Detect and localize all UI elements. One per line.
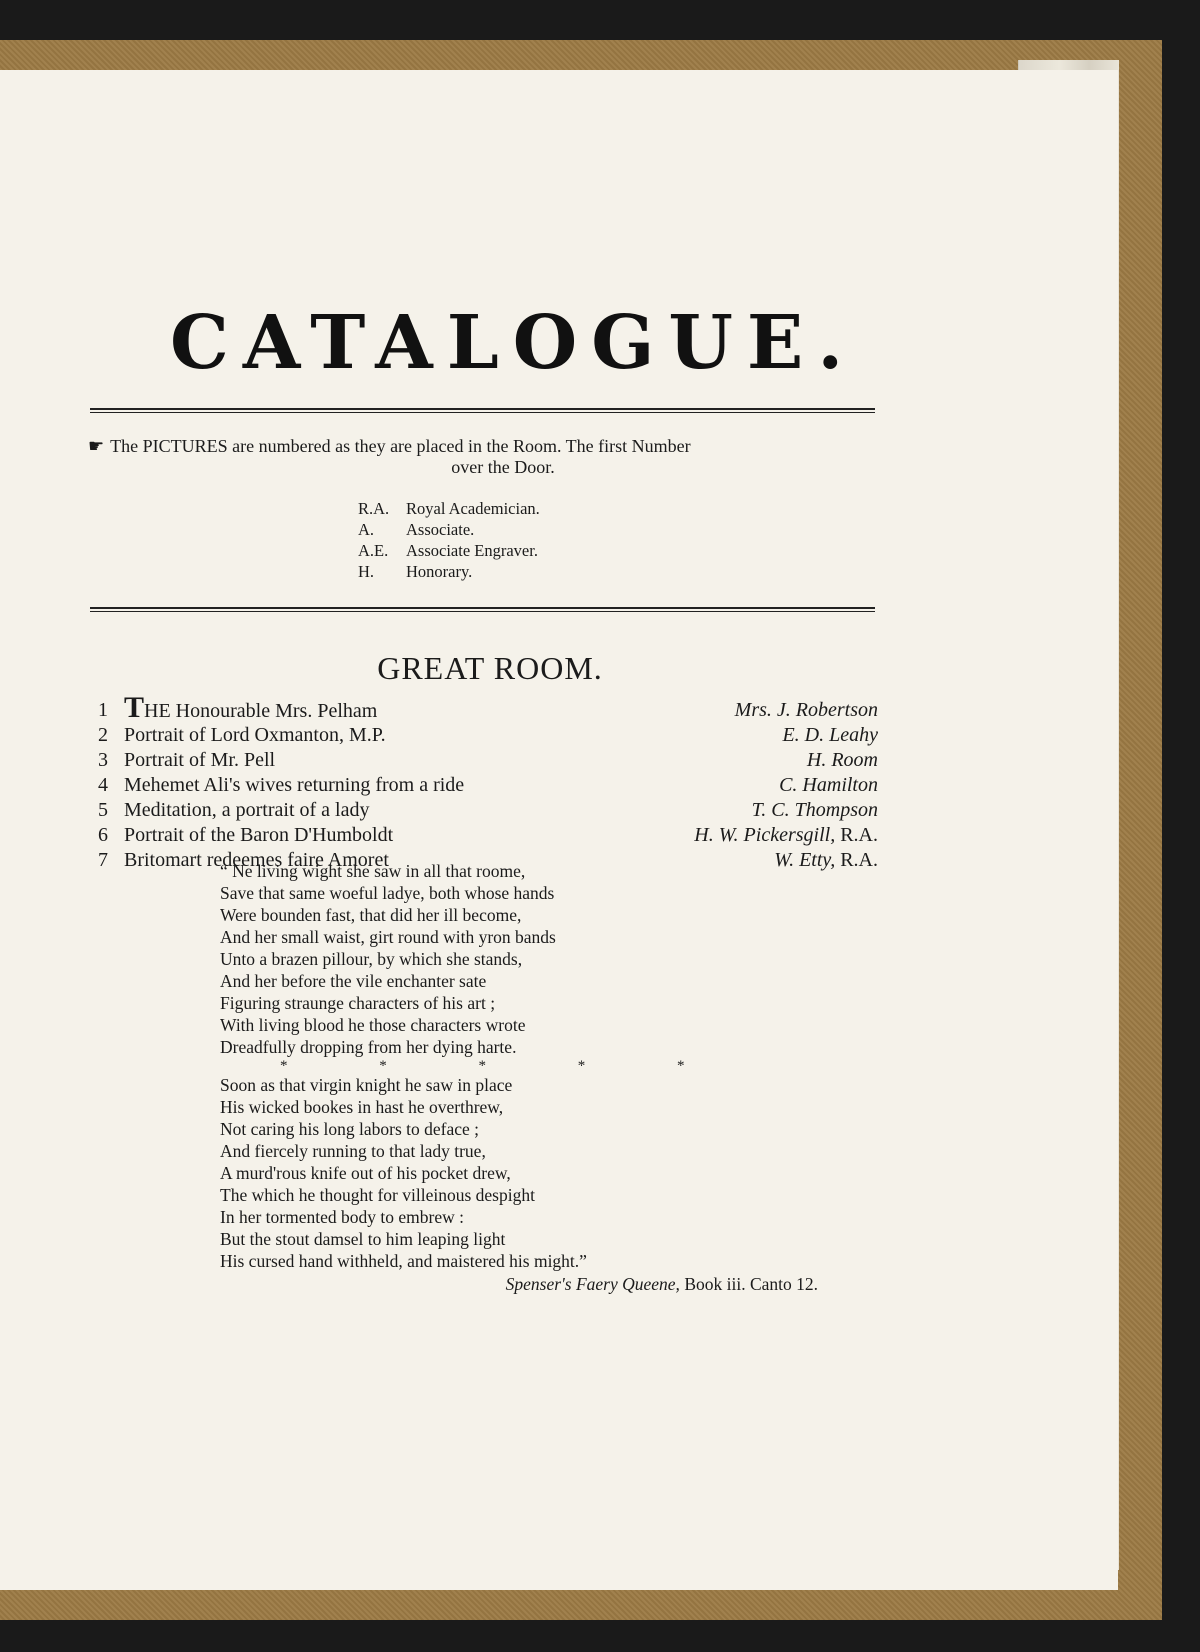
entry-number: 1 [98,699,108,721]
poem-line: His wicked bookes in hast he overthrew, [220,1097,504,1117]
entry-title [124,691,378,724]
abbreviation-row [358,561,678,582]
catalogue-entry [98,798,878,823]
abbreviation-meaning: Associate Engraver. [406,541,538,560]
drop-capital: T [124,691,145,724]
entry-title: Portrait of Lord Oxmanton, M.P. [124,724,386,746]
poem-citation [220,1274,818,1295]
entry-artist [779,773,878,798]
entry-title: Portrait of Mr. Pell [124,749,276,771]
poem-line: Figuring straunge characters of his art ; [220,993,496,1013]
abbreviation-code: A. [358,520,375,539]
abbreviation-meaning: Royal Academician. [406,499,540,518]
poem-quotation [220,860,820,1272]
abbreviation-row [358,540,678,561]
poem-line: Save that same woeful ladye, both whose hands [220,883,555,903]
poem-line: The which he thought for villeinous despight [220,1185,535,1205]
catalogue-entry [98,723,878,748]
abbreviation-meaning: Honorary. [406,562,473,581]
artist-name: W. Etty, [774,849,836,871]
citation-reference: Book iii. Canto 12. [679,1274,818,1294]
entry-title: Meditation, a portrait of a lady [124,799,370,821]
poem-line: A murd'rous knife out of his pocket drew, [220,1163,511,1183]
poem-line: And fiercely running to that lady true, [220,1141,486,1161]
artist-suffix: R.A. [835,824,878,846]
page-content [0,70,1020,1590]
abbreviation-code: H. [358,562,375,581]
catalogue-entry [98,773,878,798]
pointing-hand-icon: ☛ [88,436,105,456]
artist-name: H. W. Pickersgill, [694,824,836,846]
catalogue-entry [98,691,878,724]
entry-title: Portrait of the Baron D'Humboldt [124,824,394,846]
poem-line: In her tormented body to embrew : [220,1207,464,1227]
poem-line: Unto a brazen pillour, by which she stands, [220,949,523,969]
poem-line: Not caring his long labors to deface ; [220,1119,480,1139]
poem-line: But the stout damsel to him leaping light [220,1229,506,1249]
entry-number: 3 [98,749,108,771]
catalogue-entry [98,748,878,773]
artist-name: Mrs. J. Robertson [734,699,878,721]
poem-line: “ Ne living wight she saw in all that roome, [220,861,526,881]
entry-number: 5 [98,799,108,821]
page-title: CATALOGUE. [170,300,858,386]
entry-artist [807,748,878,773]
entry-title: Britomart redeemes faire Amoret [124,849,389,871]
catalogue-entries [98,691,878,873]
divider-rule [90,408,875,410]
artist-name: T. C. Thompson [751,799,878,821]
entry-number: 6 [98,824,108,846]
divider-rule [90,611,875,612]
poem-line: Dreadfully dropping from her dying harte. [220,1037,517,1057]
numbering-note [88,436,878,478]
abbreviation-code: R.A. [358,499,390,518]
entry-artist [752,798,878,823]
divider-rule [90,607,875,609]
entry-title-text: HE Honourable Mrs. Pelham [144,700,378,722]
citation-work: Spenser's Faery Queene, [505,1274,680,1294]
divider-rule [90,412,875,413]
entry-number: 2 [98,724,108,746]
poem-line: Soon as that virgin knight he saw in place [220,1075,513,1095]
artist-name: H. Room [806,749,878,771]
poem-line: With living blood he those characters wrote [220,1015,526,1035]
book-page [0,70,1118,1590]
abbreviation-row [358,498,678,519]
poem-line: And her before the vile enchanter sate [220,971,487,991]
artist-suffix: R.A. [835,849,878,871]
section-heading: GREAT ROOM. [377,650,603,686]
note-line-2: over the Door. [451,457,555,477]
entry-artist [735,698,878,723]
poem-line: And her small waist, girt round with yron bands [220,927,556,947]
asterisk-separator: * * * * * [280,1058,729,1074]
abbreviation-meaning: Associate. [406,520,475,539]
poem-line: His cursed hand withheld, and maistered his might.” [220,1251,587,1271]
entry-artist [694,823,878,848]
abbreviation-list [358,498,678,582]
abbreviation-row [358,519,678,540]
note-line-1: The PICTURES are numbered as they are placed in the Room. The first Number [110,436,691,456]
artist-name: E. D. Leahy [782,724,878,746]
poem-line: Were bounden fast, that did her ill become, [220,905,522,925]
entry-artist [782,723,878,748]
entry-title: Mehemet Ali's wives returning from a ride [124,774,465,796]
abbreviation-code: A.E. [358,541,389,560]
catalogue-entry [98,823,878,848]
entry-number: 4 [98,774,108,796]
entry-number: 7 [98,849,108,871]
artist-name: C. Hamilton [779,774,878,796]
